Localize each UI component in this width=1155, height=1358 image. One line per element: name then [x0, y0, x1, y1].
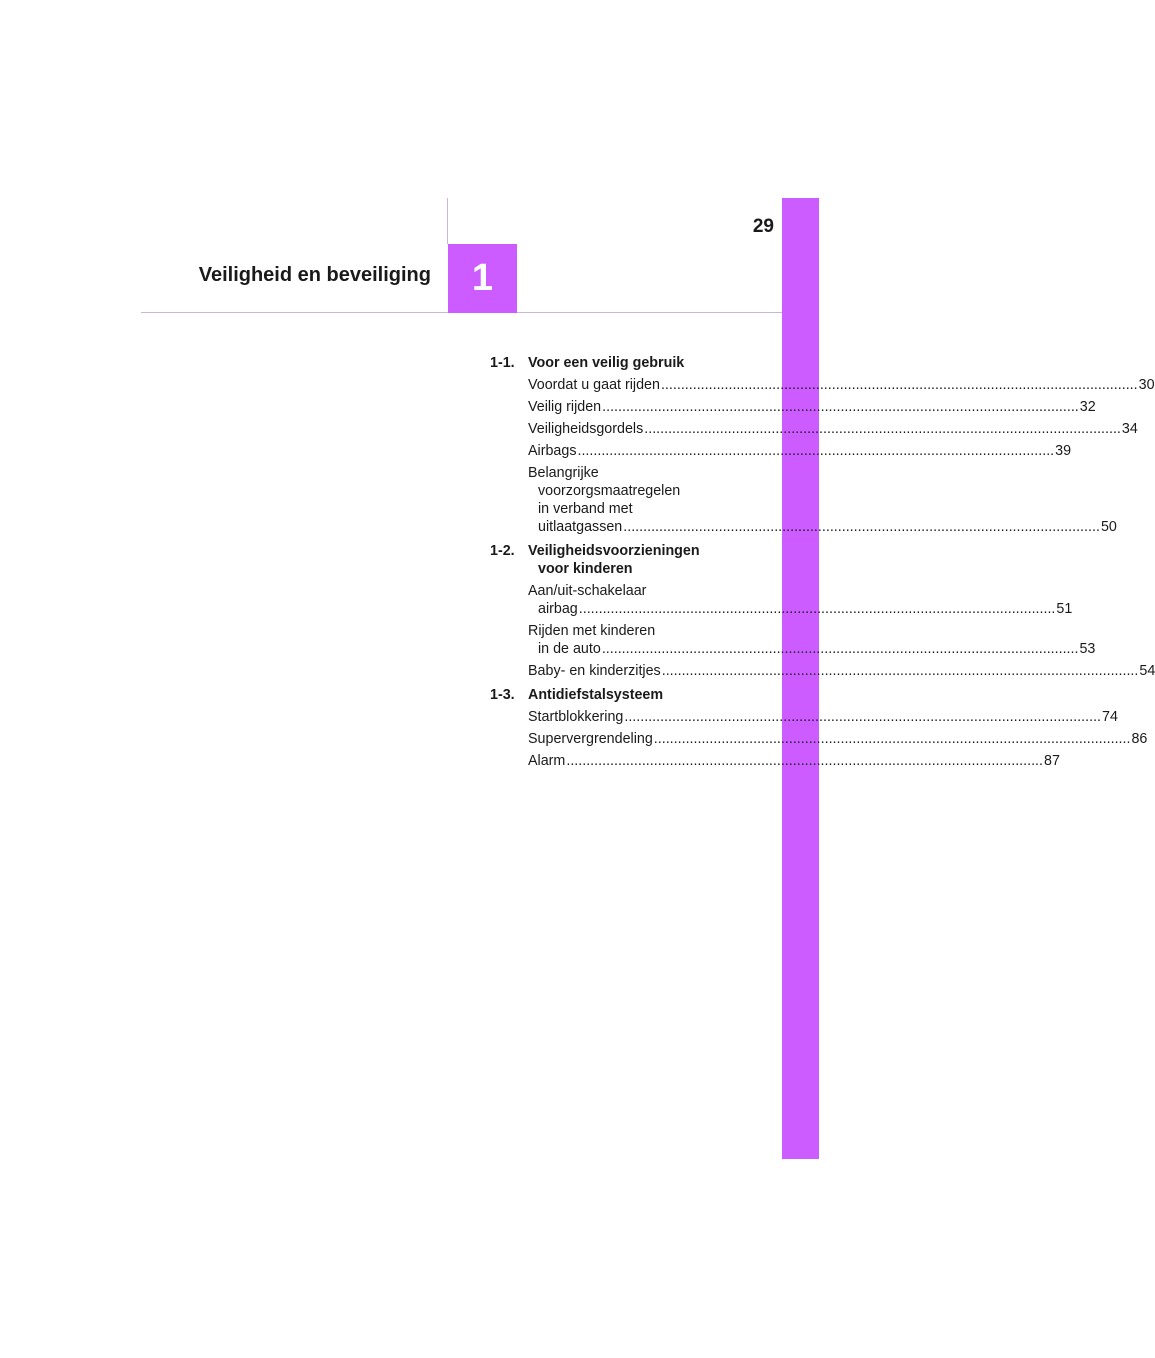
toc-entry-title: Voordat u gaat rijden: [528, 377, 660, 393]
chapter-number-tab: 1: [448, 244, 517, 313]
toc-leader-dots: ........................................................................................................................: [661, 663, 1139, 679]
toc-entry-page: 34: [1121, 421, 1138, 437]
toc-entry-page: 39: [1055, 443, 1072, 459]
toc-entry-title: Rijden met kinderen: [528, 623, 656, 639]
toc-entry-page: 86: [1131, 731, 1148, 747]
toc-entry-line: [528, 730, 1148, 748]
toc-entry-title: Alarm: [528, 753, 566, 769]
toc-entry-title: Airbags: [528, 443, 577, 459]
toc-entry[interactable]: [528, 662, 1155, 680]
toc-entry-page: 74: [1102, 709, 1118, 725]
header-vertical-rule: [447, 198, 448, 244]
chapter-title: Veiligheid en beveiliging: [198, 264, 431, 286]
toc-leader-dots: ........................................................................................................................: [578, 601, 1056, 617]
toc-entry[interactable]: [528, 730, 1148, 748]
toc-section-heading: [490, 354, 740, 372]
toc-entry-title: Aan/uit-schakelaar: [528, 583, 647, 599]
toc-entry-title: Baby- en kinderzitjes: [528, 663, 661, 679]
toc-entry[interactable]: [528, 622, 1096, 658]
toc-leader-dots: ........................................................................................................................: [624, 709, 1102, 725]
toc-section-number: 1-3.: [490, 687, 515, 703]
toc-entry-title: in de auto: [538, 641, 601, 657]
toc-leader-dots: ........................................................................................................................: [602, 399, 1079, 415]
toc-section: [490, 354, 1155, 536]
toc-entry[interactable]: [528, 752, 1060, 770]
toc-entry-line: [528, 622, 740, 640]
toc-entry-line: [528, 500, 740, 518]
toc-entry-title: Supervergrendeling: [528, 731, 653, 747]
toc-section-title: [528, 542, 740, 578]
toc-entry-title: in verband met: [538, 501, 633, 517]
page-number: 29: [752, 216, 774, 237]
toc-section-title-line: Voor een veilig gebruik: [528, 355, 685, 371]
toc-entry[interactable]: [528, 420, 1138, 438]
toc-section-heading: [490, 686, 740, 704]
toc-leader-dots: ........................................................................................................................: [644, 421, 1121, 437]
toc-entry-line: [528, 582, 740, 600]
toc-entry-title: Veilig rijden: [528, 399, 602, 415]
table-of-contents: [490, 354, 1155, 776]
toc-entry-line: [528, 600, 1073, 618]
toc-entry-line: [528, 442, 1072, 460]
toc-section-title-line: Antidiefstalsysteem: [528, 687, 664, 703]
toc-entry[interactable]: [528, 376, 1155, 394]
toc-section-title: [528, 354, 740, 372]
toc-entry-line: [528, 376, 1155, 394]
toc-section-heading: [490, 542, 740, 578]
toc-entry[interactable]: [528, 442, 1072, 460]
toc-entry[interactable]: [528, 582, 1073, 618]
toc-entry[interactable]: [528, 464, 1117, 536]
toc-entry-line: [528, 464, 740, 482]
toc-entry-title: voorzorgsmaatregelen: [538, 483, 681, 499]
toc-entry-title: airbag: [538, 601, 578, 617]
toc-entry-page: 53: [1079, 641, 1096, 657]
toc-entry-line: [528, 708, 1118, 726]
toc-entry-line: [528, 420, 1138, 438]
toc-entry-line: [528, 482, 740, 500]
toc-entry-title: Veiligheidsgordels: [528, 421, 644, 437]
toc-section-number: 1-2.: [490, 543, 515, 559]
toc-entry-page: 30: [1138, 377, 1155, 393]
toc-entry-line: [528, 398, 1096, 416]
toc-entry[interactable]: [528, 708, 1118, 726]
toc-entry-page: 32: [1079, 399, 1096, 415]
toc-entry-page: 54: [1139, 663, 1155, 679]
toc-entry-title: Belangrijke: [528, 465, 599, 481]
toc-entry-line: [528, 662, 1155, 680]
toc-leader-dots: ........................................................................................................................: [660, 377, 1138, 393]
toc-entry-page: 50: [1100, 519, 1117, 535]
toc-section-title-line: Veiligheidsvoorzieningen: [528, 543, 700, 559]
toc-section-title: [528, 686, 740, 704]
toc-section: [490, 686, 1148, 770]
toc-section-title-line: voor kinderen: [538, 561, 633, 577]
toc-entry-line: [528, 518, 1117, 536]
toc-entry-line: [528, 640, 1096, 658]
toc-leader-dots: ........................................................................................................................: [653, 731, 1131, 747]
toc-section-number: 1-1.: [490, 355, 515, 371]
toc-leader-dots: ........................................................................................................................: [566, 753, 1044, 769]
toc-section: [490, 542, 1155, 680]
toc-entry-line: [528, 752, 1060, 770]
toc-leader-dots: ........................................................................................................................: [577, 443, 1055, 459]
toc-leader-dots: ........................................................................................................................: [601, 641, 1079, 657]
toc-entry-page: 51: [1056, 601, 1073, 617]
toc-entry-title: uitlaatgassen: [538, 519, 623, 535]
toc-entry[interactable]: [528, 398, 1096, 416]
toc-entry-page: 87: [1044, 753, 1060, 769]
toc-leader-dots: ........................................................................................................................: [623, 519, 1100, 535]
toc-entry-title: Startblokkering: [528, 709, 624, 725]
